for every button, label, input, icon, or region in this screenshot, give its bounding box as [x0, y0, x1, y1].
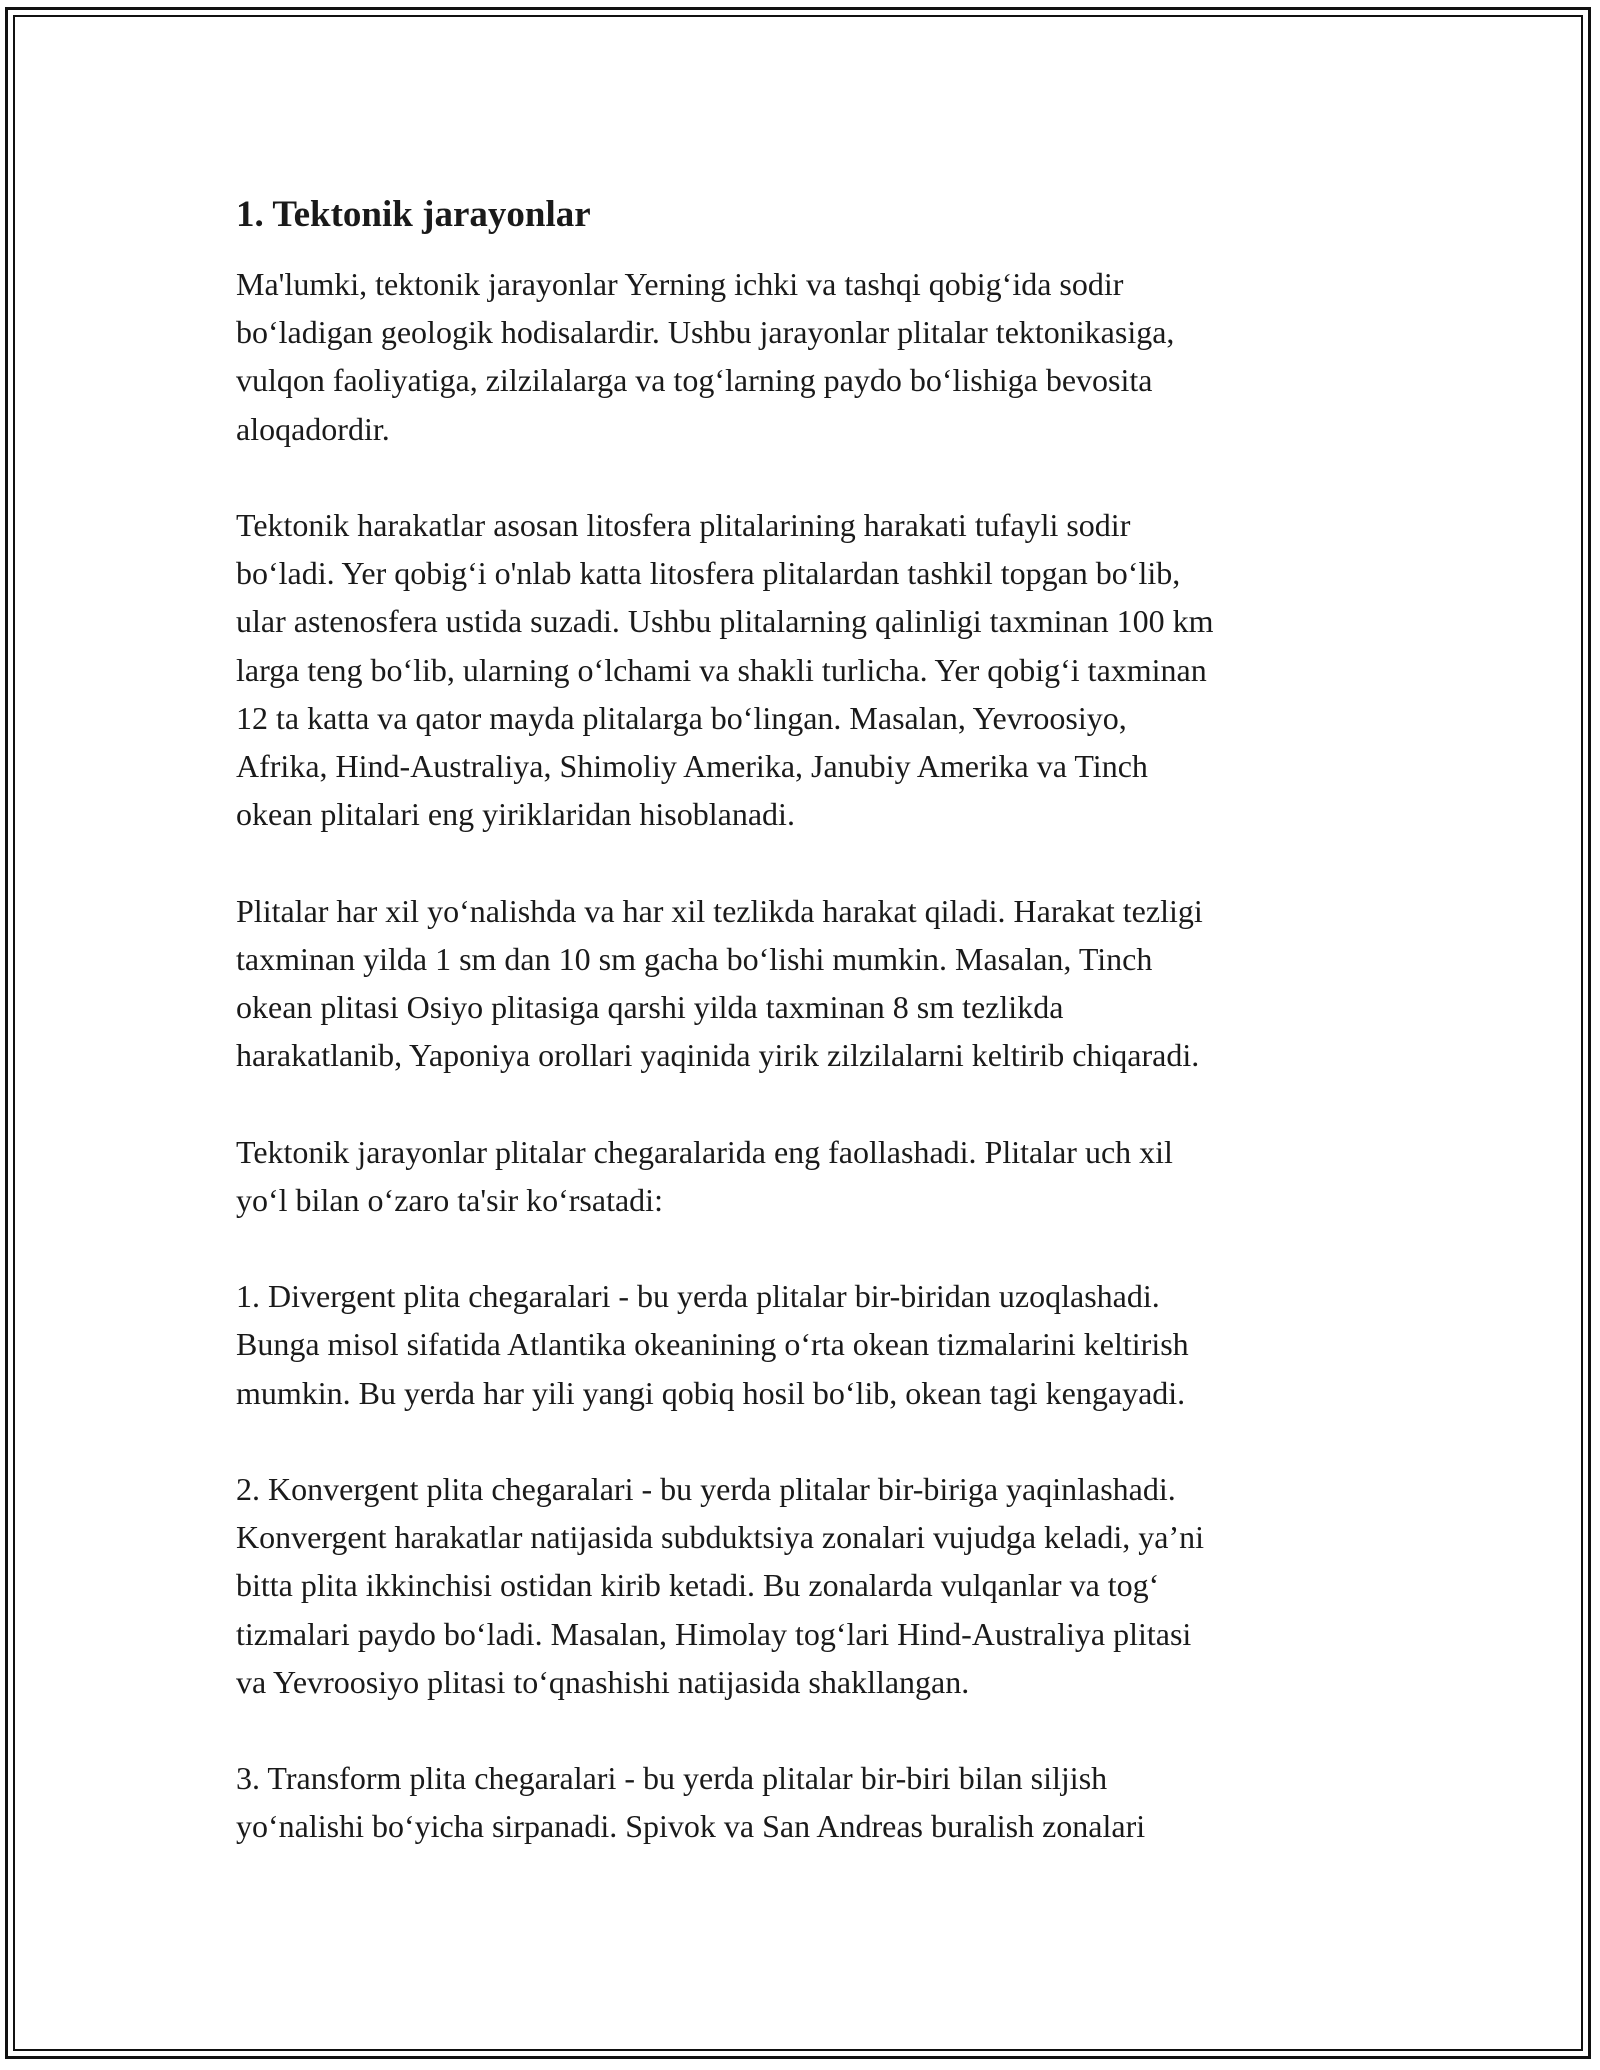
section-heading: 1. Tektonik jarayonlar: [236, 194, 591, 235]
paragraph-tectonic-movements: Tektonik harakatlar asosan litosfera plitalarining harakati tufayli sodir bo‘ladi. Yer qobig‘i o'nlab katta litosfera plitalardan tashkil topgan bo‘lib, ular astenosfera ustida suzadi. Ushbu plitalarning qalinligi taxminan 100 km larga teng bo‘lib, ularning o‘lchami va shakli turlicha. Yer qobig‘i taxminan 12 ta katta va qator mayda plitalarga bo‘lingan. Masalan, Yevroosiyo, Afrika, Hind-Australiya, Shimoliy Amerika, Janubiy Amerika va Tinch okean plitalari eng yiriklaridan hisoblanadi.: [236, 507, 1214, 833]
paragraph-plate-speed: Plitalar har xil yo‘nalishda va har xil tezlikda harakat qiladi. Harakat tezligi taxminan yilda 1 sm dan 10 sm gacha bo‘lishi mumkin. Masalan, Tinch okean plitasi Osiyo plitasiga qarshi yilda taxminan 8 sm tezlikda harakatlanib, Yaponiya orollari yaqinida yirik zilzilalarni keltirib chiqaradi.: [236, 892, 1203, 1074]
list-item-transform: 3. Transform plita chegaralari - bu yerda plitalar bir-biri bilan siljish yo‘nalishi bo‘yicha sirpanadi. Spivok va San Andreas buralish zonalari: [236, 1760, 1146, 1845]
list-item-divergent: 1. Divergent plita chegaralari - bu yerda plitalar bir-biridan uzoqlashadi. Bunga misol sifatida Atlantika okeanining o‘rta okean tizmalarini keltirish mumkin. Bu yerda har yili yangi qobiq hosil bo‘lib, okean tagi kengayadi.: [236, 1278, 1189, 1411]
paragraph-plate-boundaries: Tektonik jarayonlar plitalar chegaralarida eng faollashadi. Plitalar uch xil yo‘l bilan o‘zaro ta'sir ko‘rsatadi:: [236, 1133, 1173, 1218]
document-body: [236, 190, 1366, 1899]
list-item-convergent: 2. Konvergent plita chegaralari - bu yerda plitalar bir-biriga yaqinlashadi. Konvergent harakatlar natijasida subduktsiya zonalari vujudga keladi, ya’ni bitta plita ikkinchisi ostidan kirib ketadi. Bu zonalarda vulqanlar va tog‘ tizmalari paydo bo‘ladi. Masalan, Himolay tog‘lari Hind-Australiya plitasi va Yevroosiyo plitasi to‘qnashishi natijasida shakllangan.: [236, 1471, 1204, 1700]
paragraph-intro: Ma'lumki, tektonik jarayonlar Yerning ichki va tashqi qobig‘ida sodir bo‘ladigan geologik hodisalardir. Ushbu jarayonlar plitalar tektonikasiga, vulqon faoliyatiga, zilzilalarga va tog‘larning paydo bo‘lishiga bevosita aloqadordir.: [236, 266, 1175, 447]
